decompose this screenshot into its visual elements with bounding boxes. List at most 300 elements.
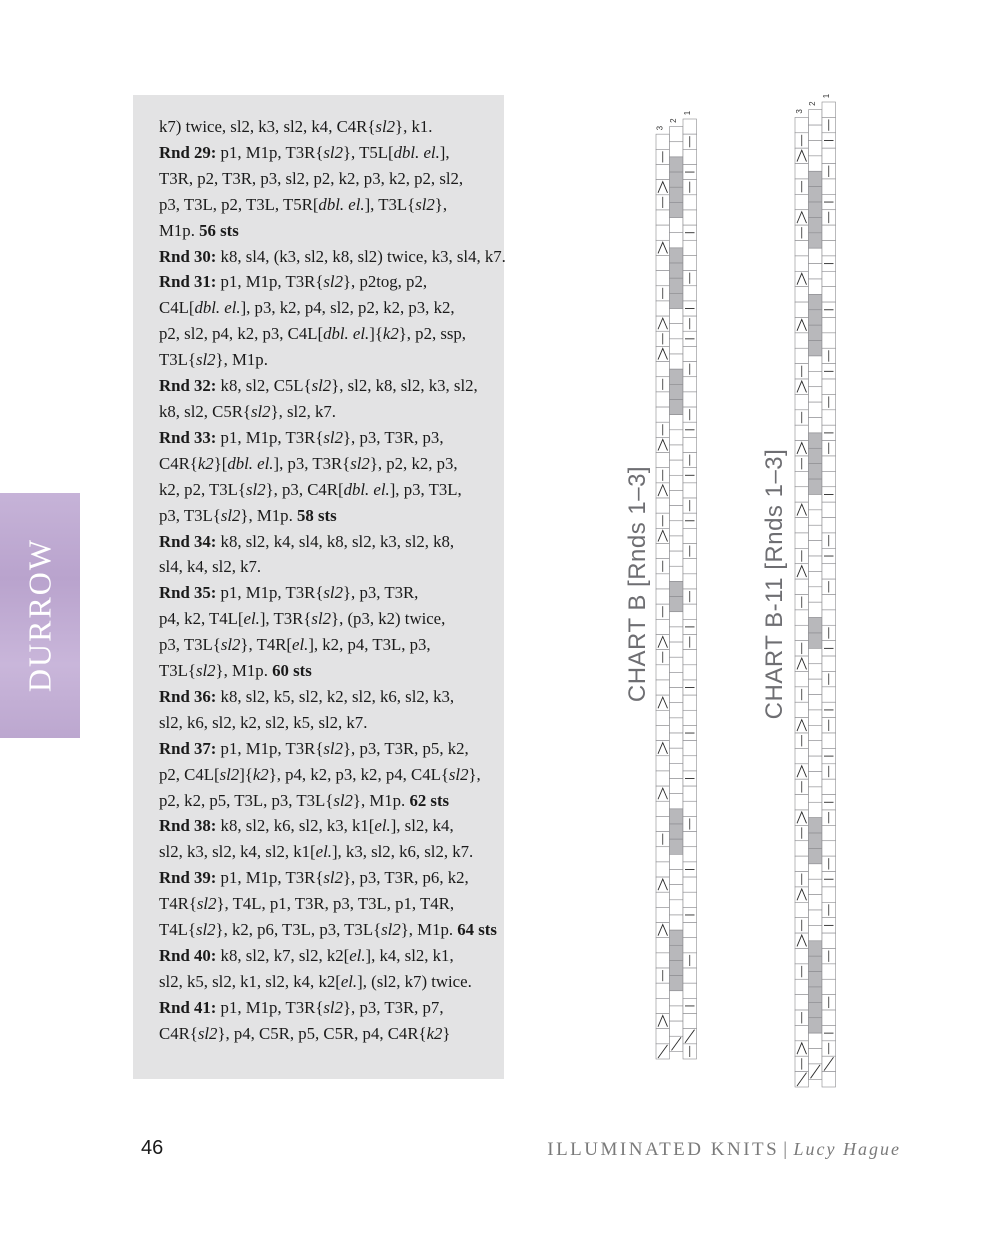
chart-cell (656, 271, 670, 286)
chart-cell (809, 140, 823, 155)
chart-cell (670, 945, 684, 960)
chart-cell (822, 410, 836, 425)
instruction-text: ]{ (369, 324, 383, 344)
chart-cell (809, 402, 823, 417)
instruction-text: T3L{ (159, 350, 196, 370)
chart-cell (822, 148, 836, 163)
chart-cell (656, 998, 670, 1013)
book-title: ILLUMINATED KNITS (547, 1139, 780, 1160)
instruction-text: p1, M1p, T3R{ (216, 427, 324, 447)
chart-cell (670, 854, 684, 869)
instruction-text: p1, M1p, T3R{ (216, 583, 324, 603)
chart-cell (795, 117, 809, 132)
chart-cell (795, 487, 809, 502)
chart-cell (809, 618, 823, 633)
chart-cell (822, 471, 836, 486)
instruction-text: ]{ (239, 764, 253, 784)
chart-cell (795, 425, 809, 440)
instruction-text: }, p2, k2, p3, (369, 453, 458, 473)
instruction-text: p2, C4L[ (159, 764, 220, 784)
instruction-text: }, M1p. (352, 790, 410, 810)
chart-cell (795, 841, 809, 856)
round-label: Rnd 31: (159, 272, 217, 292)
round-label: 56 sts (199, 220, 239, 240)
stitch-modifier: k2 (426, 1023, 443, 1043)
instruction-text: ], (sl2, k7) twice. (357, 971, 472, 991)
chart-cell (822, 1072, 836, 1087)
chart-cell (822, 502, 836, 517)
round-label: Rnd 41: (159, 997, 217, 1017)
chart-cell (795, 795, 809, 810)
chart-cell (670, 309, 684, 324)
chart-cell (809, 695, 823, 710)
instruction-text: T3R, p2, T3R, p3, sl2, p2, k2, p3, k2, p2, sl2, (159, 168, 464, 188)
chart-cell (822, 564, 836, 579)
instruction-text: p1, M1p, T3R{ (216, 142, 324, 162)
chart-cell (795, 748, 809, 763)
chart-cell (656, 756, 670, 771)
chart-cell (795, 164, 809, 179)
instruction-text: }, p2, ssp, (398, 324, 466, 344)
chart-cell (809, 972, 823, 987)
chart-cell (656, 953, 670, 968)
stitch-modifier: sl2 (333, 790, 353, 810)
chart-cell (795, 194, 809, 209)
chart-cell (670, 460, 684, 475)
chart-cell (822, 1010, 836, 1025)
instruction-text: k2, p2, T3L{ (159, 479, 246, 499)
chart-cell (670, 581, 684, 596)
row-number: 3 (655, 125, 665, 131)
chart-cell (822, 964, 836, 979)
chart-cell (822, 379, 836, 394)
chart-cell (656, 498, 670, 513)
instruction-text: p3, T3L{ (159, 505, 221, 525)
chart-cell (656, 680, 670, 695)
chart-cell (683, 574, 697, 589)
chart-cell (795, 471, 809, 486)
instruction-text: p4, k2, T4L[ (159, 609, 244, 629)
stitch-modifier: sl2 (323, 868, 343, 888)
chart-cell (683, 877, 697, 892)
chart-cell (656, 392, 670, 407)
chart-cell (683, 983, 697, 998)
chart-cell (809, 1002, 823, 1017)
row-number: 2 (808, 101, 818, 106)
stitch-modifier: sl2 (323, 583, 343, 603)
stitch-modifier: el. (349, 946, 366, 965)
instruction-text: }, sl2, k7. (270, 401, 336, 421)
instruction-text: ], T3L{ (364, 194, 416, 214)
chart-cell (795, 287, 809, 302)
chart-cell (670, 915, 684, 930)
chart-cell (683, 650, 697, 665)
chart-cell (795, 995, 809, 1010)
instruction-text: ], (439, 142, 450, 162)
chart-cell (670, 172, 684, 187)
instruction-text: }, T5L[ (343, 142, 394, 162)
chart-cell (683, 938, 697, 953)
row-number: 1 (821, 93, 831, 99)
chart-cell (809, 1033, 823, 1048)
chart-cell (809, 941, 823, 956)
chart-cell (809, 371, 823, 386)
chart-cell (670, 688, 684, 703)
stitch-modifier: dbl. el. (393, 142, 440, 162)
stitch-modifier: k2 (252, 764, 269, 784)
chart-cell (656, 847, 670, 862)
instruction-text: p1, M1p, T3R{ (216, 738, 324, 758)
chart-cell (656, 544, 670, 559)
chart-cell (809, 264, 823, 279)
instruction-text: k8, sl2, k6, sl2, k3, k1[ (216, 816, 375, 836)
chart-cell (656, 892, 670, 907)
chart-cell (683, 437, 697, 452)
round-label: 64 sts (457, 920, 497, 940)
chart-cell (809, 787, 823, 802)
chart-cell (670, 506, 684, 521)
chart-cell (656, 574, 670, 589)
chart-cell (656, 164, 670, 179)
stitch-modifier: sl2 (350, 453, 370, 473)
chart-cell (683, 210, 697, 225)
chart-cell (670, 900, 684, 915)
stitch-modifier: sl2 (197, 1023, 218, 1043)
chart-cell (670, 430, 684, 445)
instruction-text: }, k1. (395, 117, 433, 136)
stitch-modifier: sl2 (311, 609, 332, 629)
chart-cell (683, 195, 697, 210)
chart-cell (809, 633, 823, 648)
knitting-chart-0 (656, 110, 697, 1059)
round-label: Rnd 32: (159, 376, 217, 396)
chart-cell (670, 612, 684, 627)
chart-cell (795, 625, 809, 640)
stitch-modifier: sl2 (323, 738, 343, 758)
chart-cell (683, 968, 697, 983)
instruction-text: }, M1p. (240, 505, 297, 525)
chart-cell (809, 587, 823, 602)
chart-cell (809, 110, 823, 125)
instruction-text: T4L{ (159, 920, 196, 940)
chart-cell (809, 956, 823, 971)
instruction-text: p2, sl2, p4, k2, p3, C4L[ (159, 324, 324, 344)
round-label: Rnd 39: (159, 868, 217, 888)
chart-cell (670, 733, 684, 748)
chart-cell (809, 418, 823, 433)
chart-cell (795, 348, 809, 363)
chart-cell (670, 415, 684, 430)
round-label: Rnd 29: (159, 142, 217, 162)
chart-cell (795, 671, 809, 686)
chart-cell (670, 869, 684, 884)
author-name: Lucy Hague (793, 1139, 901, 1159)
chart-cell (683, 892, 697, 907)
chart-cell (809, 433, 823, 448)
instruction-text: }, p3, T3R, p5, k2, (343, 738, 469, 758)
stitch-modifier: sl2 (220, 635, 241, 655)
chart-cell (809, 864, 823, 879)
chart-cell (683, 710, 697, 725)
round-label: Rnd 40: (159, 946, 217, 965)
chart-cell (670, 293, 684, 308)
stitch-modifier: sl2 (323, 427, 343, 447)
chart-cell (670, 187, 684, 202)
chart-cell (809, 156, 823, 171)
footer-separator: | (783, 1139, 790, 1160)
chart-cell (656, 938, 670, 953)
chart-cell (683, 483, 697, 498)
stitch-modifier: dbl. el. (318, 194, 365, 214)
row-number: 2 (669, 118, 679, 123)
stitch-modifier: k2 (197, 453, 214, 473)
chart-cell (822, 841, 836, 856)
chart-cell (809, 571, 823, 586)
chart-cell (670, 384, 684, 399)
chart-cell (809, 464, 823, 479)
chart-cell (809, 510, 823, 525)
chart-cell (809, 848, 823, 863)
instruction-text: }, T4L, p1, T3R, p3, T3L, p1, T4R, (216, 894, 455, 914)
chart-cell (656, 301, 670, 316)
stitch-modifier: sl2 (195, 350, 216, 370)
chart-cell (670, 672, 684, 687)
instruction-text: sl2, k6, sl2, k2, sl2, k5, sl2, k7. (159, 712, 368, 732)
round-label: Rnd 38: (159, 816, 217, 836)
stitch-modifier: sl2 (311, 376, 332, 396)
chart-cell (809, 325, 823, 340)
chart-cell (809, 818, 823, 833)
round-label: 58 sts (296, 505, 337, 525)
chart-cell (795, 394, 809, 409)
instruction-text: k8, sl2, k7, sl2, k2[ (216, 946, 350, 965)
chart-cell (795, 902, 809, 917)
chart-cell (670, 218, 684, 233)
chart-cell (670, 809, 684, 824)
chart-cell (809, 664, 823, 679)
chart-cell (809, 279, 823, 294)
instruction-text: }, sl2, k8, sl2, k3, sl2, (331, 376, 478, 396)
chart-cell (670, 1006, 684, 1021)
chart-cell (822, 779, 836, 794)
chart-cell (683, 741, 697, 756)
instruction-text: k8, sl2, k5, sl2, k2, sl2, k6, sl2, k3, (216, 686, 455, 706)
instruction-text: } (442, 1023, 451, 1043)
stitch-modifier: k2 (382, 324, 399, 344)
instruction-text: ], T3R{ (259, 609, 312, 629)
instruction-text: k8, sl2, k4, sl4, k8, sl2, k3, sl2, k8, (216, 531, 455, 551)
chart-cell (809, 479, 823, 494)
chart-cell (670, 991, 684, 1006)
chart-cell (809, 987, 823, 1002)
stitch-modifier: sl2 (415, 194, 435, 214)
chart-cell (670, 718, 684, 733)
chart-cell (670, 157, 684, 172)
stitch-modifier: sl2 (323, 997, 343, 1017)
chart-cell (822, 887, 836, 902)
chart-cell (670, 369, 684, 384)
chart-cell (670, 521, 684, 536)
stitch-modifier: el. (243, 609, 260, 629)
chart-cell (670, 976, 684, 991)
chart-cell (809, 125, 823, 140)
chart-cell (656, 362, 670, 377)
chart-cell (809, 833, 823, 848)
chart-cell (683, 392, 697, 407)
chart-cell (795, 302, 809, 317)
chart-cell (670, 354, 684, 369)
instruction-text: }, M1p. (215, 350, 268, 370)
chart-cell (809, 895, 823, 910)
chart-cell (670, 399, 684, 414)
instruction-text: ], p3, k2, p4, sl2, p2, k2, p3, k2, (240, 298, 455, 318)
chart-cell (670, 490, 684, 505)
instruction-text: C4R{ (159, 453, 198, 473)
chart-cell (809, 233, 823, 248)
instruction-text: }, p3, T3R, p3, (343, 427, 444, 447)
chart-cell (670, 339, 684, 354)
stitch-modifier: dbl. el. (194, 298, 241, 318)
chart-cell (683, 1014, 697, 1029)
chart-cell (822, 317, 836, 332)
chart-cell (670, 885, 684, 900)
chart-cell (809, 556, 823, 571)
chart-cell (670, 763, 684, 778)
stitch-modifier: sl2 (195, 661, 216, 681)
instruction-text: p3, T3L{ (159, 635, 221, 655)
chart-cell (683, 847, 697, 862)
instruction-text: sl4, k4, sl2, k7. (159, 557, 262, 577)
chart-cell (670, 278, 684, 293)
instruction-text: T4R{ (159, 894, 197, 914)
instruction-text: ], k2, p4, T3L, p3, (308, 635, 431, 655)
chart-cell (809, 294, 823, 309)
chart-cell (822, 979, 836, 994)
chart-cell (683, 255, 697, 270)
chart-cell (795, 333, 809, 348)
chart-cell (809, 910, 823, 925)
chart-cell (795, 702, 809, 717)
chart-cell (670, 324, 684, 339)
chart-cell (795, 610, 809, 625)
instruction-text: p1, M1p, T3R{ (216, 272, 324, 292)
instruction-text: ], k4, sl2, k1, (365, 946, 454, 965)
chart-cell (795, 979, 809, 994)
chart-cell (822, 456, 836, 471)
chart-cell (683, 240, 697, 255)
chart-cell (809, 741, 823, 756)
chart-cell (795, 856, 809, 871)
chart-cell (809, 494, 823, 509)
chart-cell (670, 794, 684, 809)
instruction-text: }, p4, C5R, p5, C5R, p4, C4R{ (217, 1023, 427, 1043)
chart-cell (809, 648, 823, 663)
row-number: 3 (794, 109, 804, 114)
chart-cell (656, 771, 670, 786)
instruction-text: sl2, k3, sl2, k4, sl2, k1[ (159, 842, 316, 862)
instruction-text: }, (468, 764, 481, 784)
chart-cell (795, 518, 809, 533)
chart-cell (670, 597, 684, 612)
chart-cell (795, 256, 809, 271)
chart-cell (656, 862, 670, 877)
round-label: Rnd 35: (159, 583, 217, 603)
stitch-modifier: el. (340, 971, 358, 991)
instruction-text: p1, M1p, T3R{ (216, 868, 324, 888)
chart-cell (656, 907, 670, 922)
chart-cell (656, 225, 670, 240)
chart-cell (670, 779, 684, 794)
stitch-modifier: el. (374, 816, 391, 836)
stitch-modifier: sl2 (375, 117, 396, 136)
chart-cell (822, 825, 836, 840)
instruction-text: ], sl2, k4, (390, 816, 454, 836)
stitch-modifier: el. (292, 635, 309, 655)
chart-cell (656, 589, 670, 604)
stitch-modifier: sl2 (250, 401, 271, 421)
knitting-chart-1 (795, 93, 836, 1087)
chart-cell (683, 377, 697, 392)
chart-cell (670, 824, 684, 839)
stitch-modifier: sl2 (246, 479, 266, 499)
chart-cell (656, 407, 670, 422)
instruction-text: p3, T3L, p2, T3L, T5R[ (159, 194, 319, 214)
chart-cell (822, 225, 836, 240)
chart-cell (670, 475, 684, 490)
chart-cell (670, 930, 684, 945)
chart-cell (809, 248, 823, 263)
chart-cell (670, 627, 684, 642)
round-label: Rnd 34: (159, 531, 217, 551)
round-label: Rnd 36: (159, 686, 217, 706)
chart-cell (656, 619, 670, 634)
chart-cell (683, 801, 697, 816)
chart-cell (809, 925, 823, 940)
chart-cell (809, 310, 823, 325)
chart-cell (683, 756, 697, 771)
chart-cell (822, 933, 836, 948)
chart-cell (795, 241, 809, 256)
stitch-modifier: el. (315, 842, 332, 862)
chart-cell (822, 179, 836, 194)
chart-cell (822, 333, 836, 348)
instruction-text: k8, sl2, C5R{ (159, 401, 251, 421)
chart-cell (683, 286, 697, 301)
instruction-text: }, p3, T3R, p7, (343, 997, 444, 1017)
chart-cell (670, 202, 684, 217)
instruction-text: k8, sl4, (k3, sl2, k8, sl2) twice, k3, sl4, k7. (216, 246, 506, 266)
instruction-text: }, p2tog, p2, (343, 272, 428, 292)
chart-cell (683, 559, 697, 574)
round-label: Rnd 30: (159, 246, 217, 266)
chart-cell (670, 960, 684, 975)
chart-cell (656, 134, 670, 149)
instruction-text: }[ (213, 453, 228, 473)
chart-cell (809, 202, 823, 217)
chart-cell (656, 816, 670, 831)
chart-b-title: CHART B [Rnds 1–3] (624, 465, 651, 703)
chart-cell (670, 1021, 684, 1036)
chart-cell (670, 642, 684, 657)
chart-cell (809, 187, 823, 202)
chart-cell (809, 217, 823, 232)
instruction-text: ], p3, T3R{ (273, 453, 351, 473)
chart-cell (670, 748, 684, 763)
chart-cell (683, 786, 697, 801)
instruction-text: }, M1p. (400, 920, 458, 940)
chart-cell (809, 356, 823, 371)
chart-cell (670, 127, 684, 142)
